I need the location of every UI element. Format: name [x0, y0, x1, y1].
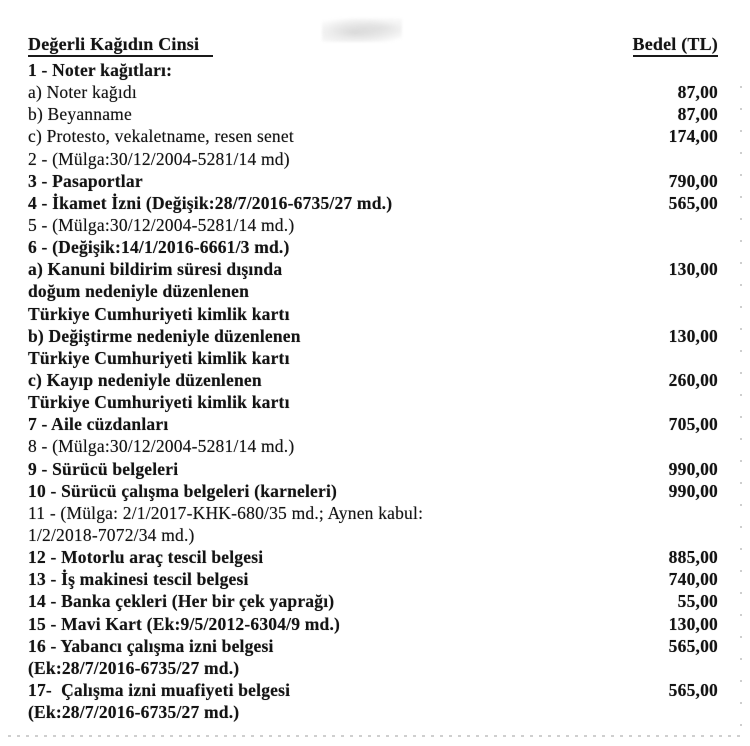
row-label: 15 - Mavi Kart (Ek:9/5/2012-6304/9 md.) [28, 613, 341, 634]
row-label: (Ek:28/7/2016-6735/27 md.) [28, 657, 240, 678]
row-label: a) Kanuni bildirim süresi dışında [28, 259, 283, 280]
row-price: 130,00 [668, 613, 718, 634]
table-row [28, 590, 718, 612]
row-label: 7 - Aile cüzdanları [28, 414, 169, 435]
row-label: 13 - İş makinesi tescil belgesi [28, 569, 249, 590]
row-label: c) Protesto, vekaletname, resen senet [28, 126, 294, 147]
row-label: Türkiye Cumhuriyeti kimlik kartı [28, 392, 290, 413]
row-price: 565,00 [668, 679, 718, 700]
row-label: b) Beyanname [28, 104, 132, 125]
table-header [28, 34, 718, 57]
scan-dotted-bottom-edge [8, 735, 745, 737]
row-label: doğum nedeniyle düzenlenen [28, 281, 250, 302]
table-row [28, 125, 718, 147]
table-row [28, 413, 718, 435]
table-row [28, 81, 718, 103]
table-row [28, 613, 718, 635]
table-row [28, 59, 718, 81]
column-header-type: Değerli Kağıdın Cinsi [28, 34, 213, 57]
row-label: 3 - Pasaportlar [28, 170, 143, 191]
row-label: 9 - Sürücü belgeleri [28, 458, 179, 479]
row-price: 790,00 [668, 170, 718, 191]
table-row [28, 148, 718, 170]
row-price: 87,00 [677, 104, 718, 125]
row-label: 4 - İkamet İzni (Değişik:28/7/2016-6735/27 md.) [28, 192, 393, 213]
column-header-price: Bedel (TL) [633, 34, 719, 57]
table-row [28, 657, 718, 679]
row-label: c) Kayıp nedeniyle düzenlenen [28, 369, 262, 390]
row-price: 740,00 [668, 569, 718, 590]
row-label: 1/2/2018-7072/34 md.) [28, 524, 195, 545]
row-label: a) Noter kağıdı [28, 82, 137, 103]
table-row [28, 303, 718, 325]
row-label: 1 - Noter kağıtları: [28, 60, 173, 80]
table-row [28, 325, 718, 347]
table-row [28, 524, 718, 546]
table-row [28, 214, 718, 236]
row-price: 130,00 [668, 259, 718, 280]
row-label: 17- Çalışma izni muafiyeti belgesi [28, 679, 291, 700]
row-label: 16 - Yabancı çalışma izni belgesi [28, 635, 274, 656]
row-price: 990,00 [668, 480, 718, 501]
table-row [28, 679, 718, 701]
row-label: 12 - Motorlu araç tescil belgesi [28, 547, 264, 568]
table-row [28, 701, 718, 723]
row-price: 87,00 [677, 82, 718, 103]
row-price: 565,00 [668, 192, 718, 213]
row-label: 11 - (Mülga: 2/1/2017-KHK-680/35 md.; Aynen kabul: [28, 502, 424, 523]
table-row [28, 502, 718, 524]
row-label: (Ek:28/7/2016-6735/27 md.) [28, 702, 240, 723]
table-row [28, 635, 718, 657]
row-label: b) Değiştirme nedeniyle düzenlenen [28, 325, 301, 346]
row-label: 14 - Banka çekleri (Her bir çek yaprağı) [28, 591, 335, 612]
table-row [28, 568, 718, 590]
row-label: 10 - Sürücü çalışma belgeleri (karneleri) [28, 480, 338, 501]
row-price: 130,00 [668, 325, 718, 346]
table-row [28, 546, 718, 568]
table-row [28, 258, 718, 280]
table-row [28, 480, 718, 502]
row-price: 705,00 [668, 414, 718, 435]
table-row [28, 236, 718, 258]
table-row [28, 391, 718, 413]
row-price: 565,00 [668, 635, 718, 656]
table-row [28, 458, 718, 480]
row-price: 885,00 [668, 547, 718, 568]
table-row [28, 280, 718, 302]
table-row [28, 435, 718, 457]
scan-dotted-right-edge [740, 86, 742, 732]
table-row [28, 170, 718, 192]
row-price: 55,00 [677, 591, 718, 612]
fee-table [28, 59, 718, 723]
row-label: Türkiye Cumhuriyeti kimlik kartı [28, 303, 290, 324]
row-label: 2 - (Mülga:30/12/2004-5281/14 md) [28, 148, 290, 169]
row-price: 174,00 [668, 126, 718, 147]
table-row [28, 192, 718, 214]
row-price: 260,00 [668, 369, 718, 390]
row-label: 6 - (Değişik:14/1/2016-6661/3 md.) [28, 237, 290, 258]
row-label: 8 - (Mülga:30/12/2004-5281/14 md.) [28, 436, 295, 457]
row-label: 5 - (Mülga:30/12/2004-5281/14 md.) [28, 214, 295, 235]
row-label: Türkiye Cumhuriyeti kimlik kartı [28, 347, 290, 368]
row-price: 990,00 [668, 458, 718, 479]
table-row [28, 347, 718, 369]
table-row [28, 103, 718, 125]
table-row [28, 369, 718, 391]
